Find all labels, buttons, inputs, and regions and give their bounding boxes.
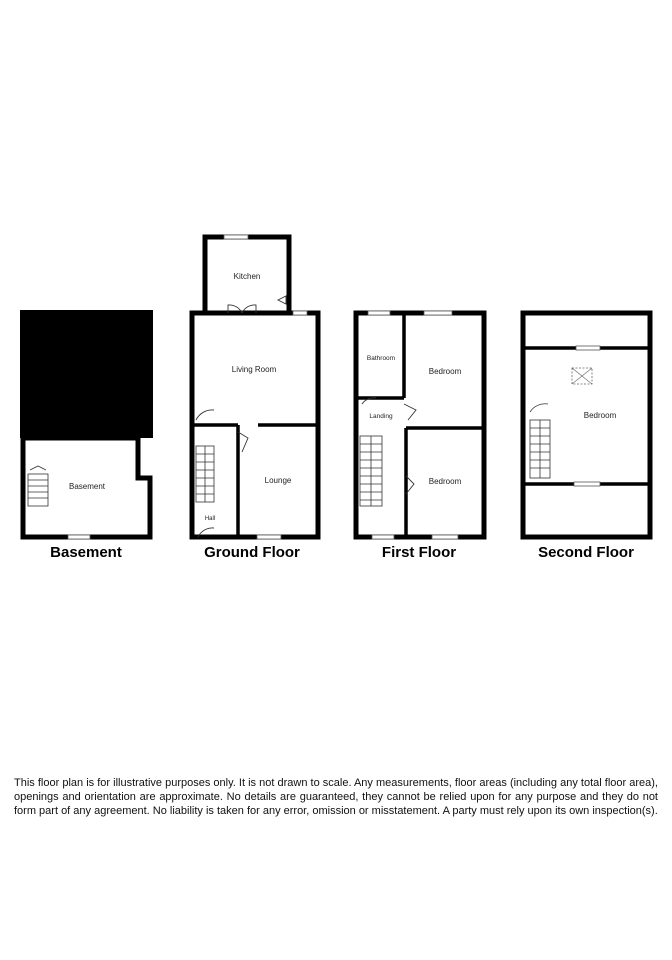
basement-stairs <box>28 466 48 506</box>
skylight-icon <box>572 368 592 384</box>
floor-title-second-floor: Second Floor <box>538 544 634 561</box>
first-floor-outline <box>356 313 484 537</box>
room-label-basement: Basement <box>68 482 106 491</box>
room-label-lounge: Lounge <box>264 476 292 485</box>
basement-plan <box>20 310 153 539</box>
room-label-bedroom-front: Bedroom <box>428 367 462 376</box>
second-floor-plan <box>523 313 650 537</box>
ground-floor-plan <box>192 235 318 539</box>
room-label-kitchen: Kitchen <box>233 272 261 281</box>
room-label-bedroom-attic: Bedroom <box>583 411 617 420</box>
floor-title-first-floor: First Floor <box>381 544 457 561</box>
room-label-bathroom: Bathroom <box>366 355 396 362</box>
basement-solid-area <box>20 310 153 438</box>
basement-window <box>68 535 90 539</box>
floor-title-basement: Basement <box>50 544 122 561</box>
room-label-landing: Landing <box>369 413 393 420</box>
first-floor-plan <box>356 311 484 539</box>
room-label-living-room: Living Room <box>231 365 277 374</box>
room-label-hall: Hall <box>204 516 216 522</box>
ground-floor-stairs <box>196 446 214 502</box>
room-label-bedroom-rear: Bedroom <box>428 477 462 486</box>
disclaimer-text: This floor plan is for illustrative purposes only. It is not drawn to scale. Any measurements, floor areas (including any total floor area), openings and orientation are approximate. No details are guaranteed, they cannot be relied upon for any purpose and they do not form part of any agreement. No liability is taken for any error, omission or misstatement. A party must rely upon its own inspection(s). <box>14 777 658 817</box>
first-floor-stairs <box>360 436 382 506</box>
floor-title-ground-floor: Ground Floor <box>204 544 300 561</box>
second-floor-stairs <box>530 404 550 478</box>
